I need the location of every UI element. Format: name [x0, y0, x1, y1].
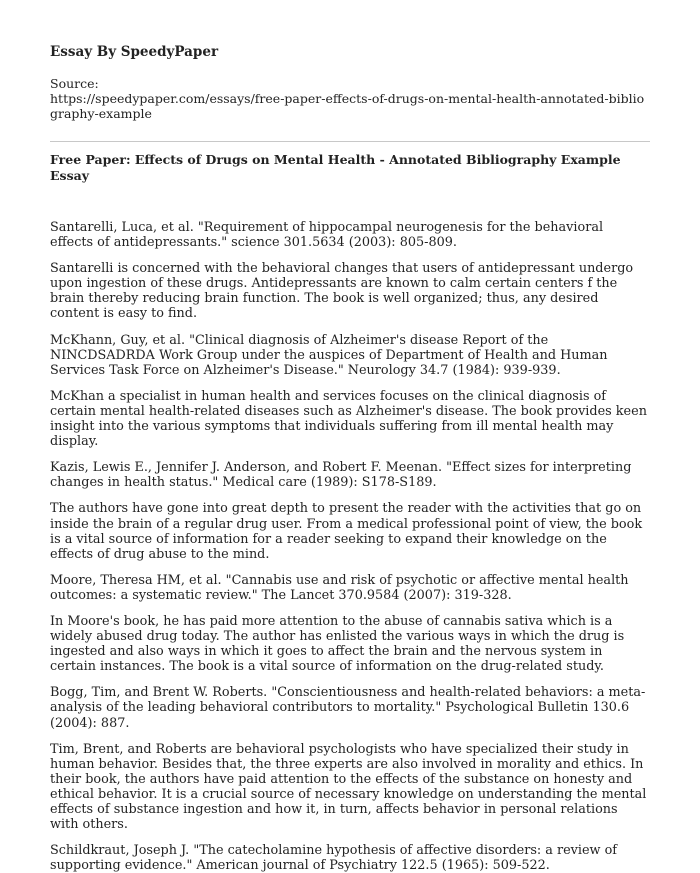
bibliography-annotation: In Moore's book, he has paid more attention to the abuse of cannabis sativa which is a widely abused drug today. The author has enlisted the various ways in which the drug is ingested and also ways in which it goes to affect the brain and the nervous system in certain instances. The book is a vital source of information on the drug-related study.: [50, 613, 625, 675]
source-label: Source:: [50, 76, 99, 91]
bibliography-annotation: McKhan a specialist in human health and services focuses on the clinical diagnosis of certain mental health-related diseases such as Alzheimer's disease. The book provides keen insight into the various symptoms that individuals suffering from ill mental health may display.: [50, 388, 647, 450]
source-url: https://speedypaper.com/essays/free-paper-effects-of-drugs-on-mental-health-annotated-bibliography-example: [50, 91, 645, 121]
bibliography-annotation: The authors have gone into great depth to present the reader with the activities that go on inside the brain of a regular drug user. From a medical professional point of view, the book is a vital source of information for a reader seeking to expand their knowledge on the effects of drug abuse to the mind.: [50, 501, 643, 562]
bibliography-annotation: Santarelli is concerned with the behavioral changes that users of antidepressant undergo upon ingestion of these drugs. Antidepressants are known to calm certain centers f the brain thereby reducing brain function. The book is well organized; thus, any desired content is easy to find.: [50, 261, 634, 322]
bibliography-citation: Bogg, Tim, and Brent W. Roberts. "Conscientiousness and health-related behaviors: a meta-analysis of the leading behavioral contributors to mortality." Psychological Bulletin 130.6 (2004): 887.: [50, 685, 646, 731]
bibliography-citation: Santarelli, Luca, et al. "Requirement of hippocampal neurogenesis for the behavioral effects of antidepressants." science 301.5634 (2003): 805-809.: [50, 220, 604, 251]
source-block: [50, 76, 650, 121]
bibliography-annotation: Tim, Brent, and Roberts are behavioral psychologists who have specialized their study in human behavior. Besides that, the three experts are also involved in morality and ethics. In their book, the authors have paid attention to the effects of the substance on honesty and ethical behavior. It is a crucial source of necessary knowledge on understanding the mental effects of substance ingestion and how it, in turn, affects behavior in personal relations with others.: [50, 741, 647, 833]
bibliography-citation: McKhann, Guy, et al. "Clinical diagnosis of Alzheimer's disease Report of the NINCDSADRDA Work Group under the auspices of Department of Health and Human Services Task Force on Alzheimer's Disease." Neurology 34.7 (1984): 939-939.: [50, 332, 608, 378]
bibliography-citation: Kazis, Lewis E., Jennifer J. Anderson, and Robert F. Meenan. "Effect sizes for interpreting changes in health status." Medical care (1989): S178-S189.: [50, 460, 632, 491]
essay-source-heading: Essay By SpeedyPaper: [50, 44, 219, 60]
bibliography-entries: [50, 220, 650, 873]
bibliography-citation: Schildkraut, Joseph J. "The catecholamine hypothesis of affective disorders: a review of supporting evidence." American journal of Psychiatry 122.5 (1965): 509-522.: [50, 843, 618, 873]
document-title: Free Paper: Effects of Drugs on Mental Health - Annotated Bibliography Example Essay: [50, 152, 621, 183]
bibliography-citation: Moore, Theresa HM, et al. "Cannabis use and risk of psychotic or affective mental health outcomes: a systematic review." The Lancet 370.9584 (2007): 319-328.: [50, 572, 629, 603]
header-divider: [50, 141, 650, 142]
